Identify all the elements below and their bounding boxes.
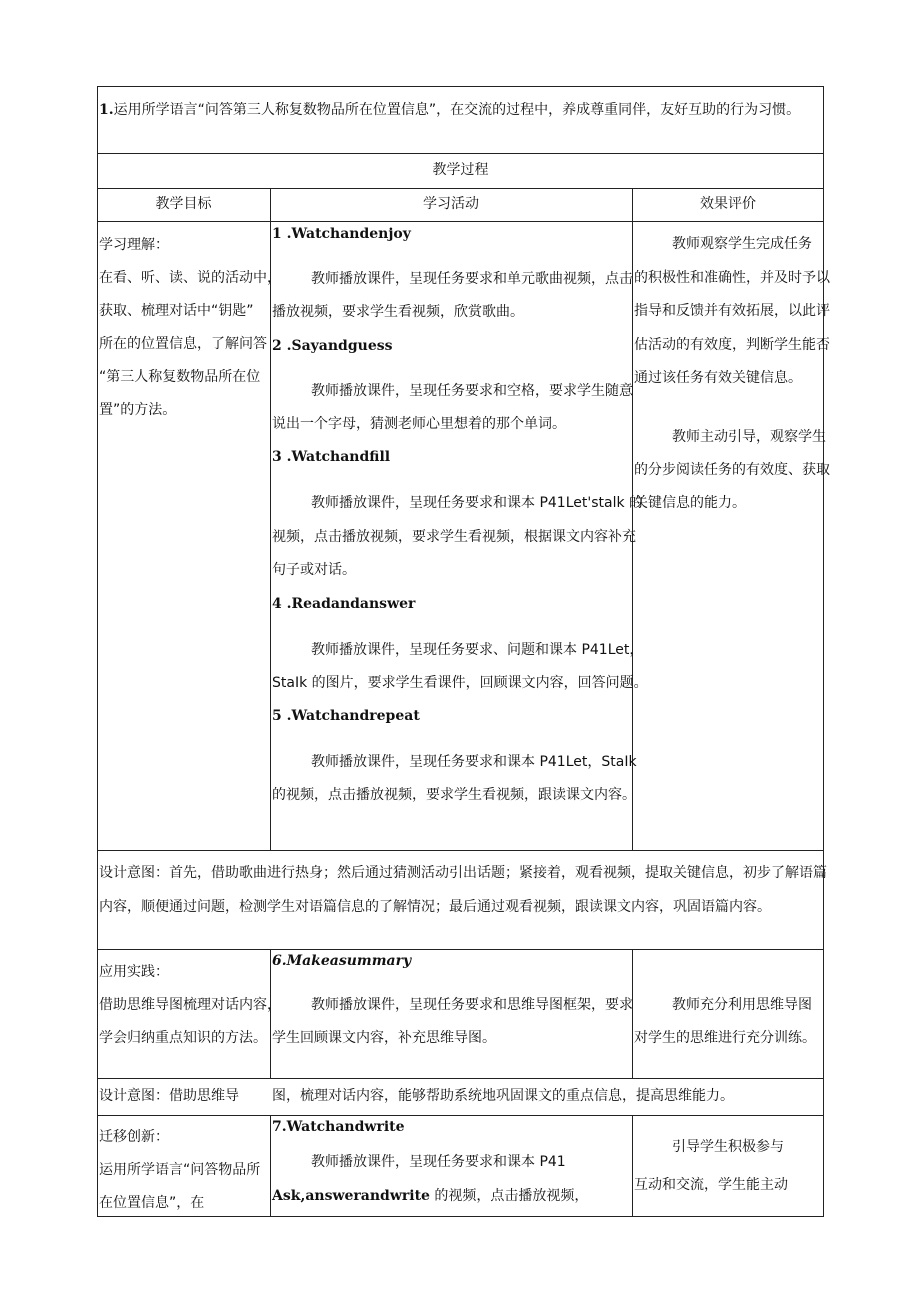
design-intent-line: 内容，顺便通过问题，检测学生对语篇信息的了解情况；最后通过观看视频，跟读课文内容，巩固语篇内容。 xyxy=(99,899,771,915)
eval-line: 对学生的思维进行充分训练。 xyxy=(634,1030,816,1046)
design-intent-left: 设计意图：借助思维导 xyxy=(99,1088,239,1104)
activity-heading: 3 .Watchandfill xyxy=(272,449,391,465)
activity-line: 教师播放课件，呈现任务要求和课本 P41Let'stalk 的 xyxy=(311,495,644,511)
activity-line: 教师播放课件，呈现任务要求和单元歌曲视频，点击 xyxy=(311,271,633,287)
column-divider xyxy=(270,1115,271,1216)
header-activity: 学习活动 xyxy=(423,196,479,212)
goal-line: 所在的位置信息，了解问答 xyxy=(99,336,267,352)
row-divider xyxy=(97,1115,824,1116)
row-divider xyxy=(97,850,824,851)
activity-line: StaIk 的图片，要求学生看课件，回顾课文内容，回答问题。 xyxy=(272,675,648,691)
activity-line: 的视频，点击播放视频，要求学生看视频，跟读课文内容。 xyxy=(272,787,636,803)
activity-line: 教师播放课件，呈现任务要求和思维导图框架，要求 xyxy=(311,997,633,1013)
eval-line: 的积极性和准确性，并及时予以 xyxy=(634,270,830,286)
row-divider xyxy=(97,949,824,950)
activity-line: 播放视频，要求学生看视频，欣赏歌曲。 xyxy=(272,304,524,320)
activity-line: 教师播放课件，呈现任务要求、问题和课本 P41Let， xyxy=(311,642,644,658)
eval-line: 的分步阅读任务的有效度、获取 xyxy=(634,462,830,478)
activity-line: 教师播放课件，呈现任务要求和课本 P41Let，StaIk xyxy=(311,754,637,770)
objective-text: 运用所学语言“问答第三人称复数物品所在位置信息”，在交流的过程中，养成尊重同伴，友好互助的行为习惯。 xyxy=(113,102,801,118)
goal-line: 在看、听、读、说的活动中， xyxy=(99,270,281,286)
objective-number: 1. xyxy=(99,102,114,118)
activity-heading: 2 .Sayandguess xyxy=(272,338,393,354)
eval-line: 教师充分利用思维导图 xyxy=(672,997,812,1013)
row-divider xyxy=(97,1078,824,1079)
design-intent-line: 设计意图：首先，借助歌曲进行热身；然后通过猜测活动引出话题；紧接着，观看视频，提取关键信息，初步了解语篇 xyxy=(99,865,827,881)
design-intent-right: 图，梳理对话内容，能够帮助系统地巩固课文的重点信息，提高思维能力。 xyxy=(272,1088,734,1104)
eval-line: 引导学生积极参与 xyxy=(672,1139,784,1155)
objective-row xyxy=(99,100,800,121)
header-goal: 教学目标 xyxy=(155,196,212,212)
goal-line: 置”的方法。 xyxy=(99,402,177,418)
row-divider xyxy=(97,153,824,154)
goal-line: 应用实践： xyxy=(99,964,169,980)
activity-line-2 xyxy=(272,1186,588,1207)
table-top-border xyxy=(97,86,824,87)
row-divider xyxy=(97,221,824,222)
activity-line: 句子或对话。 xyxy=(272,562,356,578)
goal-line: 获取、梳理对话中“钥匙” xyxy=(99,303,254,319)
header-evaluation: 效果评价 xyxy=(700,196,756,212)
column-divider xyxy=(632,1115,633,1216)
eval-line: 教师主动引导，观察学生 xyxy=(672,429,826,445)
table-bottom-border xyxy=(97,1216,824,1217)
goal-line: 学习理解： xyxy=(99,237,169,253)
activity-bold-term: Ask,answerandwrite xyxy=(272,1188,430,1204)
activity-text: 的视频，点击播放视频， xyxy=(429,1188,589,1204)
goal-line: 在位置信息”，在 xyxy=(99,1195,205,1211)
process-title: 教学过程 xyxy=(432,162,489,178)
eval-line: 通过该任务有效关键信息。 xyxy=(634,370,802,386)
activity-line: 教师播放课件，呈现任务要求和课本 P41 xyxy=(311,1154,566,1170)
table-right-border xyxy=(823,86,824,1217)
goal-line: 迁移创新： xyxy=(99,1129,169,1145)
eval-line: 估活动的有效度，判断学生能否 xyxy=(634,337,830,353)
activity-line: 学生回顾课文内容，补充思维导图。 xyxy=(272,1030,496,1046)
goal-line: 学会归纳重点知识的方法。 xyxy=(99,1030,267,1046)
goal-line: 借助思维导图梳理对话内容， xyxy=(99,997,281,1013)
activity-line: 教师播放课件，呈现任务要求和空格，要求学生随意 xyxy=(311,383,633,399)
eval-line: 教师观察学生完成任务 xyxy=(672,236,812,252)
activity-line: 视频，点击播放视频，要求学生看视频，根据课文内容补充 xyxy=(272,529,636,545)
activity-line: 说出一个字母，猜测老师心里想着的那个单词。 xyxy=(272,416,566,432)
row-divider xyxy=(97,188,824,189)
goal-line: 运用所学语言“问答物品所 xyxy=(99,1162,261,1178)
activity-heading: 6.Makeasummary xyxy=(272,953,412,969)
table-left-border xyxy=(97,86,98,1217)
eval-line: 关键信息的能力。 xyxy=(634,495,746,511)
activity-heading: 7.Watchandwrite xyxy=(272,1119,405,1135)
eval-line: 指导和反馈并有效拓展，以此评 xyxy=(634,303,830,319)
eval-line: 互动和交流，学生能主动 xyxy=(634,1177,788,1193)
goal-line: “第三人称复数物品所在位 xyxy=(99,369,261,385)
activity-heading: 5 .Watchandrepeat xyxy=(272,708,420,724)
activity-heading: 1 .Watchandenjoy xyxy=(272,226,411,242)
activity-heading: 4 .Readandanswer xyxy=(272,596,416,612)
